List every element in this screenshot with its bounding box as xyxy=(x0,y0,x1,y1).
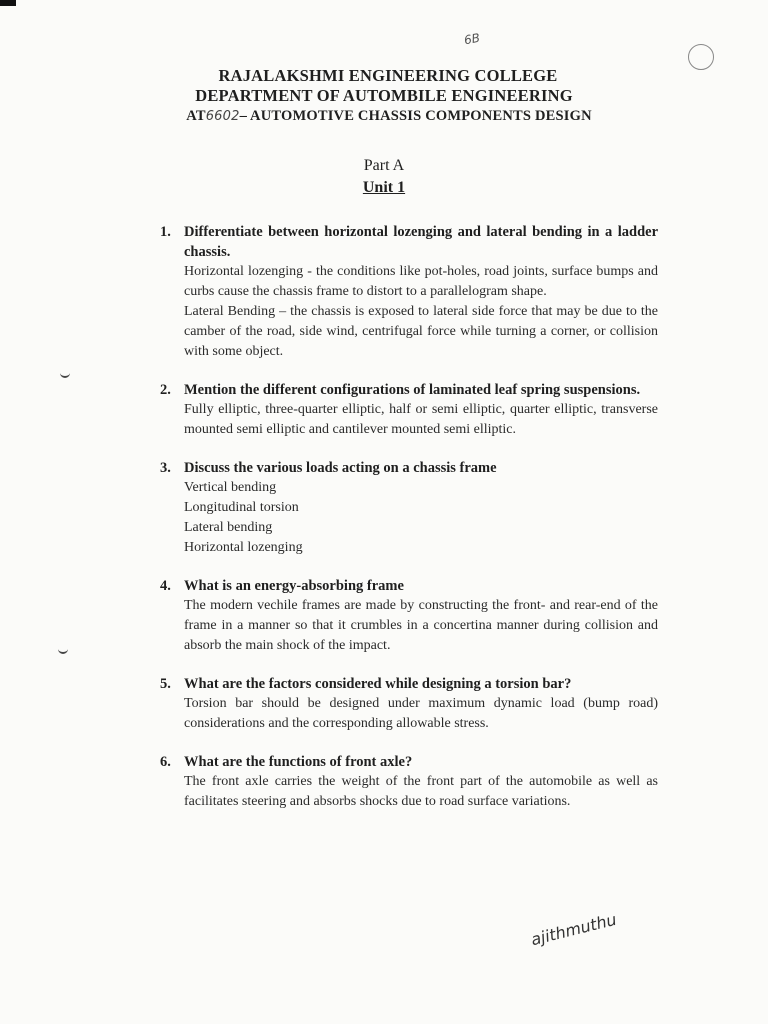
answer-text: Longitudinal torsion xyxy=(184,500,299,515)
question-title: Discuss the various loads acting on a chassis frame xyxy=(184,460,497,476)
question-item xyxy=(160,576,658,656)
unit-heading: Unit 1 xyxy=(362,179,406,196)
answer-text: Lateral bending xyxy=(184,520,273,535)
answer-text: Fully elliptic, three-quarter elliptic, half or semi elliptic, quarter elliptic, transverse mounted semi elliptic and cantilever mounted semi elliptic. xyxy=(184,402,658,437)
answer-text: Horizontal lozenging - the conditions like pot-holes, road joints, surface bumps and curbs cause the chassis frame to distort to a parallelogram shape. xyxy=(184,264,658,299)
course-code-handwritten: 6602 xyxy=(205,109,240,124)
question-title: What are the factors considered while designing a torsion bar? xyxy=(184,676,572,692)
document-header xyxy=(0,66,768,127)
question-list xyxy=(160,222,658,830)
question-body xyxy=(184,576,658,656)
course-code-prefix: AT xyxy=(186,108,206,124)
course-title: – AUTOMOTIVE CHASSIS COMPONENTS DESIGN xyxy=(239,108,592,124)
handwritten-top-note: 6B xyxy=(462,30,481,48)
question-number: 1. xyxy=(160,224,171,240)
part-heading: Part A xyxy=(363,157,405,174)
course-title-line xyxy=(10,106,768,127)
question-body xyxy=(184,752,658,812)
question-body xyxy=(184,674,658,734)
question-number: 5. xyxy=(160,676,171,692)
college-name: RAJALAKSHMI ENGINEERING COLLEGE xyxy=(218,66,558,85)
question-number: 4. xyxy=(160,578,171,594)
answer-text: The modern vechile frames are made by constructing the front- and rear-end of the frame in a manner so that it crumbles in a concertina manner during collision and absorb the main shock of the impact. xyxy=(184,598,658,653)
question-number: 3. xyxy=(160,460,171,476)
question-body xyxy=(184,458,658,558)
department-name: DEPARTMENT OF AUTOMBILE ENGINEERING xyxy=(195,86,573,105)
question-title: What is an energy-absorbing frame xyxy=(184,578,404,594)
question-body xyxy=(184,380,658,440)
question-item xyxy=(160,380,658,440)
answer-text: Vertical bending xyxy=(184,480,277,495)
margin-mark xyxy=(60,372,70,378)
answer-text: Torsion bar should be designed under maximum dynamic load (bump road) considerations and the corresponding allowable stress. xyxy=(184,696,658,731)
answer-text: Horizontal lozenging xyxy=(184,540,303,555)
question-title: What are the functions of front axle? xyxy=(184,754,413,770)
handwritten-signature: ajithmuthu xyxy=(528,909,619,950)
question-item xyxy=(160,752,658,812)
question-item xyxy=(160,674,658,734)
question-number: 6. xyxy=(160,754,171,770)
question-item xyxy=(160,222,658,362)
answer-text: The front axle carries the weight of the front part of the automobile as well as facilitates steering and absorbs shocks due to road surface variations. xyxy=(184,774,658,809)
margin-mark xyxy=(58,648,68,654)
question-item xyxy=(160,458,658,558)
scan-corner-mark xyxy=(0,0,16,6)
question-title: Mention the different configurations of laminated leaf spring suspensions. xyxy=(184,382,641,398)
question-body xyxy=(184,222,658,362)
question-number: 2. xyxy=(160,382,171,398)
question-title: Differentiate between horizontal lozenging and lateral bending in a ladder chassis. xyxy=(184,224,658,260)
answer-text: Lateral Bending – the chassis is exposed to lateral side force that may be due to the camber of the road, side wind, centrifugal force while turning a corner, or collision with some object. xyxy=(184,304,658,359)
